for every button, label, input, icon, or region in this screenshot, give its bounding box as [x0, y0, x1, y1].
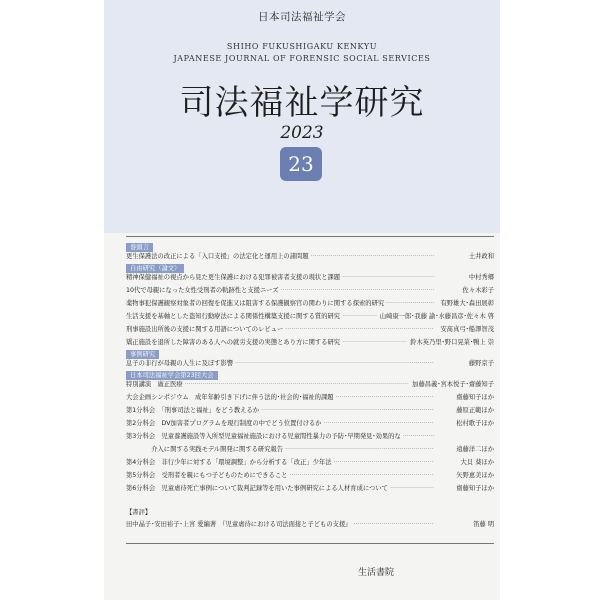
society-name: 日本司法福祉学会 [258, 11, 346, 23]
toc-entry: 薬物事犯保護観察対象者の回復を促進又は阻害する保護観察官の関わりに関する探索的研究 ····· 有野雄大･森田展彰 [126, 298, 494, 309]
toc-entry: 息子の非行が母親の人生に及ぼす影響 ····· 藤野京子 [126, 358, 494, 369]
toc-entry: 更生保護法の改正による「入口支援」の法定化と運用上の諸問題 ····· 土井政和 [126, 251, 494, 262]
toc-entry: 矯正施設を退所した障害のある人への就労支援の実態とあり方に関する研究 ····· 鈴木英乃里･野口晃菜･鴨上 崇 [126, 337, 494, 348]
book-review-entry: 田中晶子･安田裕子･上宮 愛編著 『児童虐待における司法面接と子どもの支援』 ····· 笛藤 明 [126, 519, 494, 530]
journal-year: 2023 [280, 123, 324, 143]
toc-entry: 特別講演 廣正医療 ····· 加藤昌義･宮本悦子･齋藤知子 [126, 379, 494, 390]
volume-badge: 23 [280, 147, 322, 181]
cover-header-band [104, 0, 500, 233]
toc-entry: 生活支援を基軸とした盗知行動療法による関係性構築支援に関する質的研究 ····· 山﨑康一郎･我藤 諭･水藤昌彦･佐々木 啓 [126, 311, 494, 322]
toc-entry: 第6分科会 児童虐待死亡事例について裁判記録等を用いた事例研究による人材育成について ····· 齋藤知子ほか [126, 483, 494, 494]
toc-entry: 刑事施設出所後の支援に関する用語についてのレビュー ····· 安髙真弓･船澤智茂 [126, 324, 494, 335]
toc-entry: 10代で母親になった女性受刑者の軌跡性と支援ニーズ ····· 佐々木彩子 [126, 285, 494, 296]
section-label: 巻頭言 [126, 243, 153, 252]
table-of-contents [126, 236, 494, 544]
toc-entry: 第2分科会 DV加害者プログラムを現行制度の中でどう位置付けるか ····· 松村歌子ほか [126, 418, 494, 429]
journal-title: 司法福祉学研究 [179, 83, 425, 123]
book-review-label: 【書評】 [126, 509, 152, 516]
toc-entry: 第4分科会 非行少年に対する「環境調整」から分析する「改正」少年法 ····· 大貝 葵ほか [126, 457, 494, 468]
toc-entry: 第1分科会 「刑事司法と福祉」をどう教えるか ····· 藤原正範ほか [126, 405, 494, 416]
toc-entry: 精神保健福祉の視点から見た更生保護における犯罪被害者支援の現状と課題 ····· 中村秀郷 [126, 272, 494, 283]
toc-entry: 大会企画シンポジウム 成年年齢引き下げに伴う法的･社会的･福祉的課題 ····· 齋藤知子ほか [126, 392, 494, 403]
english-title: SHIHO FUKUSHIGAKU KENKYU [226, 42, 378, 51]
section-label: 日本司法福祉学会第23回大会 [126, 371, 218, 380]
english-subtitle: JAPANESE JOURNAL OF FORENSIC SOCIAL SERVICES [173, 54, 431, 63]
publisher-name: 生活書院 [358, 568, 395, 578]
toc-entry: 第5分科会 受刑者を親にもつ子どものためにできること ····· 矢野恵美ほか [126, 470, 494, 481]
toc-entry: 第3分科会 児童養護施設等入所型児童福祉施設における児童間性暴力の予防･早期発見･効果的な ····· [126, 431, 494, 442]
toc-entry: 介入に関する実践モデル開発に関する研究報告 ····· 遠藤洋二ほか [126, 444, 494, 455]
section-label: 事例研究 [126, 350, 159, 359]
section-label: 自由研究（論文） [126, 264, 184, 273]
